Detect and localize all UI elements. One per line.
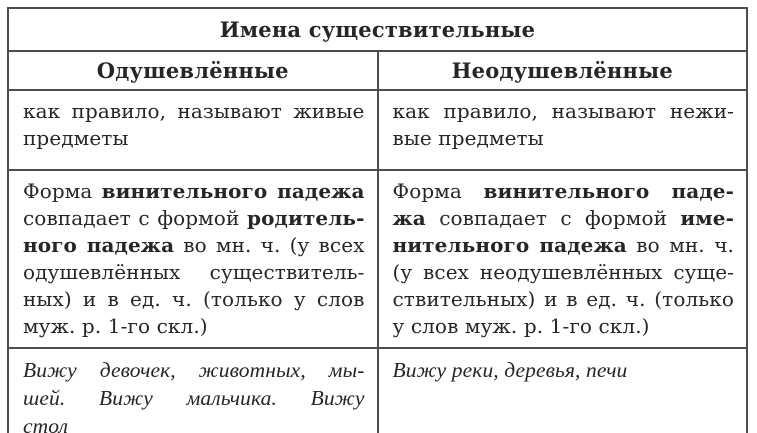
text-line: у слов муж. р. 1-го скл.) <box>392 314 650 338</box>
cell-definition-inanimate <box>378 90 748 170</box>
text-line: ствительных) и в ед. ч. (только <box>392 287 734 311</box>
text-line: Форма винительного падежа <box>23 179 365 203</box>
text-line: шей. Вижу мальчика. Вижу <box>23 386 365 410</box>
table-row <box>8 170 747 348</box>
text-line: вые предметы <box>392 126 544 150</box>
text-line: нительного падежа во мн. ч. <box>392 233 734 257</box>
text-line: как правило, называют нежи- <box>392 99 734 123</box>
text-line: Вижу девочек, животных, мы- <box>23 358 365 382</box>
table-title: Имена существительные <box>8 8 747 51</box>
text-line: предметы <box>23 126 129 150</box>
cell-accusative-rule-inanimate <box>378 170 748 348</box>
column-header-inanimate: Неодушевлённые <box>378 51 748 90</box>
text-line: жа совпадает с формой име- <box>392 206 734 230</box>
text-line: (у всех неодушевлённых суще- <box>392 260 734 284</box>
text-line: как правило, называют живые <box>23 99 365 123</box>
text-line: муж. р. 1-го скл.) <box>23 314 208 338</box>
text-line: Форма винительного паде- <box>392 179 734 203</box>
table-row <box>8 90 747 170</box>
text-line: одушевлённых существитель- <box>23 260 365 284</box>
column-header-row <box>8 51 747 90</box>
noun-table <box>7 7 748 433</box>
text-line: ного падежа во мн. ч. (у всех <box>23 233 365 257</box>
text-line: совпадает с формой родитель- <box>23 206 365 230</box>
text-line: ных) и в ед. ч. (только у слов <box>23 287 365 311</box>
text-line: стол <box>23 414 69 433</box>
cell-definition-animate <box>8 90 378 170</box>
table-row <box>8 348 747 433</box>
cell-examples-animate <box>8 348 378 433</box>
cell-accusative-rule-animate <box>8 170 378 348</box>
column-header-animate: Одушевлённые <box>8 51 378 90</box>
cell-examples-inanimate <box>378 348 748 433</box>
text-line: Вижу реки, деревья, печи <box>392 358 628 382</box>
table-title-row <box>8 8 747 51</box>
